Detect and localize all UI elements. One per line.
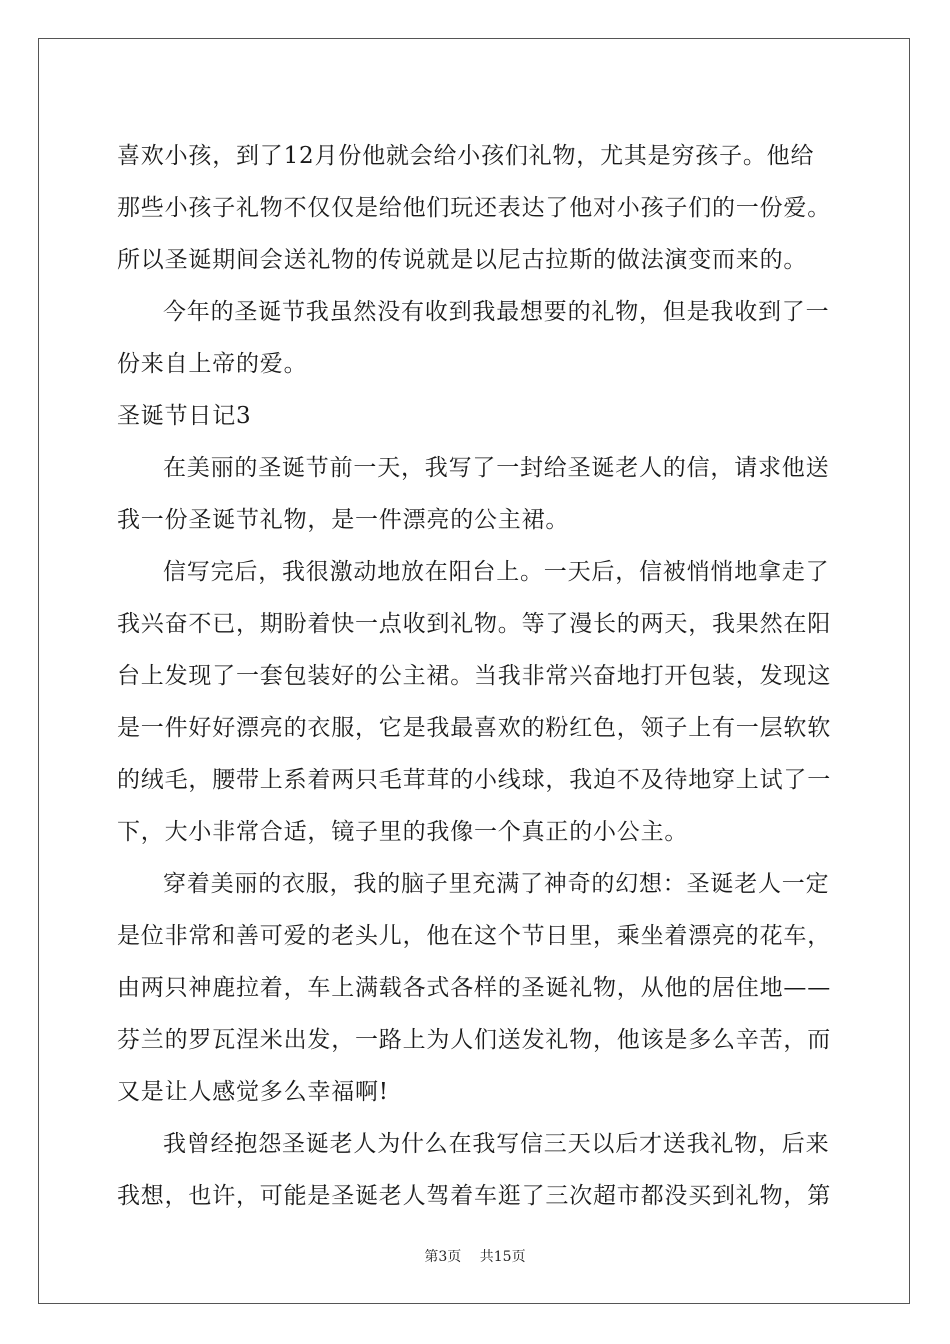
text-line: 今年的圣诞节我虽然没有收到我最想要的礼物，但是我收到了一 [163,299,830,325]
text-line: 由两只神鹿拉着，车上满载各式各样的圣诞礼物，从他的居住地—— [117,975,831,1001]
paragraph [117,286,833,390]
text-line: 所以圣诞期间会送礼物的传说就是以尼古拉斯的做法演变而来的。 [117,247,808,273]
page-number: 第3页 [424,1249,462,1265]
paragraph [117,442,833,546]
text-line: 穿着美丽的衣服，我的脑子里充满了神奇的幻想：圣诞老人一定 [163,871,830,897]
paragraph [117,546,833,858]
text-line: 圣诞节日记3 [117,403,252,429]
text-line: 我曾经抱怨圣诞老人为什么在我写信三天以后才送我礼物，后来 [163,1131,830,1157]
paragraph [117,130,833,286]
document-body [117,130,833,1222]
text-line: 在美丽的圣诞节前一天，我写了一封给圣诞老人的信，请求他送 [163,455,830,481]
text-line: 是一件好好漂亮的衣服，它是我最喜欢的粉红色，领子上有一层软软 [117,715,831,741]
text-line: 我想，也许，可能是圣诞老人驾着车逛了三次超市都没买到礼物，第 [117,1183,831,1209]
page-footer [0,1246,950,1266]
text-line: 芬兰的罗瓦涅米出发，一路上为人们送发礼物，他该是多么辛苦，而 [117,1027,831,1053]
text-line: 是位非常和善可爱的老头儿，他在这个节日里，乘坐着漂亮的花车， [117,923,831,949]
text-line: 台上发现了一套包装好的公主裙。当我非常兴奋地打开包装，发现这 [117,663,831,689]
paragraph [117,858,833,1118]
text-line: 下，大小非常合适，镜子里的我像一个真正的小公主。 [117,819,689,845]
text-line: 喜欢小孩，到了12月份他就会给小孩们礼物，尤其是穷孩子。他给 [117,143,815,169]
text-line: 信写完后，我很激动地放在阳台上。一天后，信被悄悄地拿走了 [163,559,830,585]
text-line: 我一份圣诞节礼物，是一件漂亮的公主裙。 [117,507,570,533]
page-total: 共15页 [479,1249,526,1265]
text-line: 那些小孩子礼物不仅仅是给他们玩还表达了他对小孩子们的一份爱。 [117,195,831,221]
text-line: 又是让人感觉多么幸福啊! [117,1079,389,1105]
text-line: 我兴奋不已，期盼着快一点收到礼物。等了漫长的两天，我果然在阳 [117,611,831,637]
paragraph [117,1118,833,1222]
text-line: 的绒毛，腰带上系着两只毛茸茸的小线球，我迫不及待地穿上试了一 [117,767,831,793]
text-line: 份来自上帝的爱。 [117,351,308,377]
paragraph [117,390,833,442]
